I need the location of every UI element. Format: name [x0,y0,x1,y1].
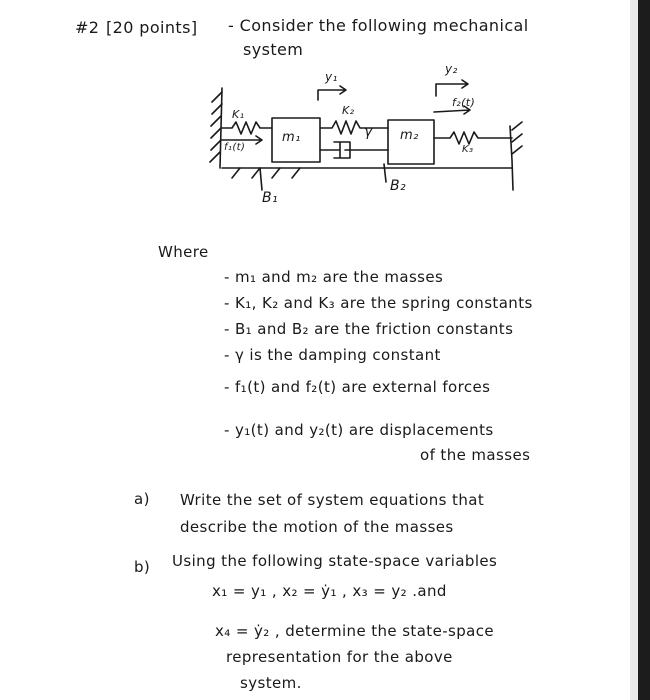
page-edge-bar [638,0,650,700]
problem-intro-line2: system [243,40,304,59]
page-edge-shadow [630,0,638,700]
question-b-line3: x₄ = ẏ₂ , determine the state-space [215,622,495,640]
y1-arrow [318,86,346,100]
label-b1: B₁ [262,190,279,206]
label-gamma: γ [364,124,373,140]
y2-arrow [436,80,468,96]
label-m1: m₁ [282,130,301,145]
question-a-line1: Write the set of system equations that [180,491,485,509]
where-item-3: - B₁ and B₂ are the friction constants [224,320,514,338]
where-heading: Where [158,243,209,261]
label-f2: f₂(t) [452,96,476,109]
label-k1: K₁ [232,108,245,121]
question-b-label: b) [134,558,151,576]
where-item-5: - f₁(t) and f₂(t) are external forces [224,378,491,396]
spring-k1 [222,122,272,134]
left-wall-hatch [210,92,222,162]
where-item-2: - K₁, K₂ and K₃ are the spring constants [224,294,533,312]
spring-k2 [320,121,388,134]
right-wall [510,126,513,190]
label-f1: f₁(t) [224,142,246,153]
question-b-line1: Using the following state-space variables [172,552,498,570]
label-y1: y₁ [325,70,338,84]
question-b-line2: x₁ = y₁ , x₂ = ẏ₁ , x₃ = y₂ .and [212,582,447,600]
question-b-line4: representation for the above [226,648,453,666]
friction-b1-leader [260,168,262,190]
question-a-line2: describe the motion of the masses [180,518,454,536]
where-item-1: - m₁ and m₂ are the masses [224,268,444,286]
ground-hatch [232,168,300,178]
friction-b2-leader [384,164,386,182]
where-item-4: - γ is the damping constant [224,346,441,364]
where-item-6-cont: of the masses [420,446,531,464]
problem-points: [20 points] [106,18,198,37]
spring-k3 [434,132,512,144]
where-item-6: - y₁(t) and y₂(t) are displacements [224,421,494,439]
right-wall-hatch [512,122,522,154]
label-m2: m₂ [400,128,419,143]
label-k3: K₃ [462,144,474,155]
question-a-label: a) [134,490,150,508]
label-k2: K₂ [342,104,355,117]
mechanical-system-diagram [0,0,650,230]
question-b-line5: system. [240,674,302,692]
label-y2: y₂ [445,62,458,76]
damper-gamma [320,142,388,158]
problem-number: #2 [75,18,100,37]
problem-intro-line1: - Consider the following mechanical [228,16,529,35]
label-b2: B₂ [390,178,407,194]
